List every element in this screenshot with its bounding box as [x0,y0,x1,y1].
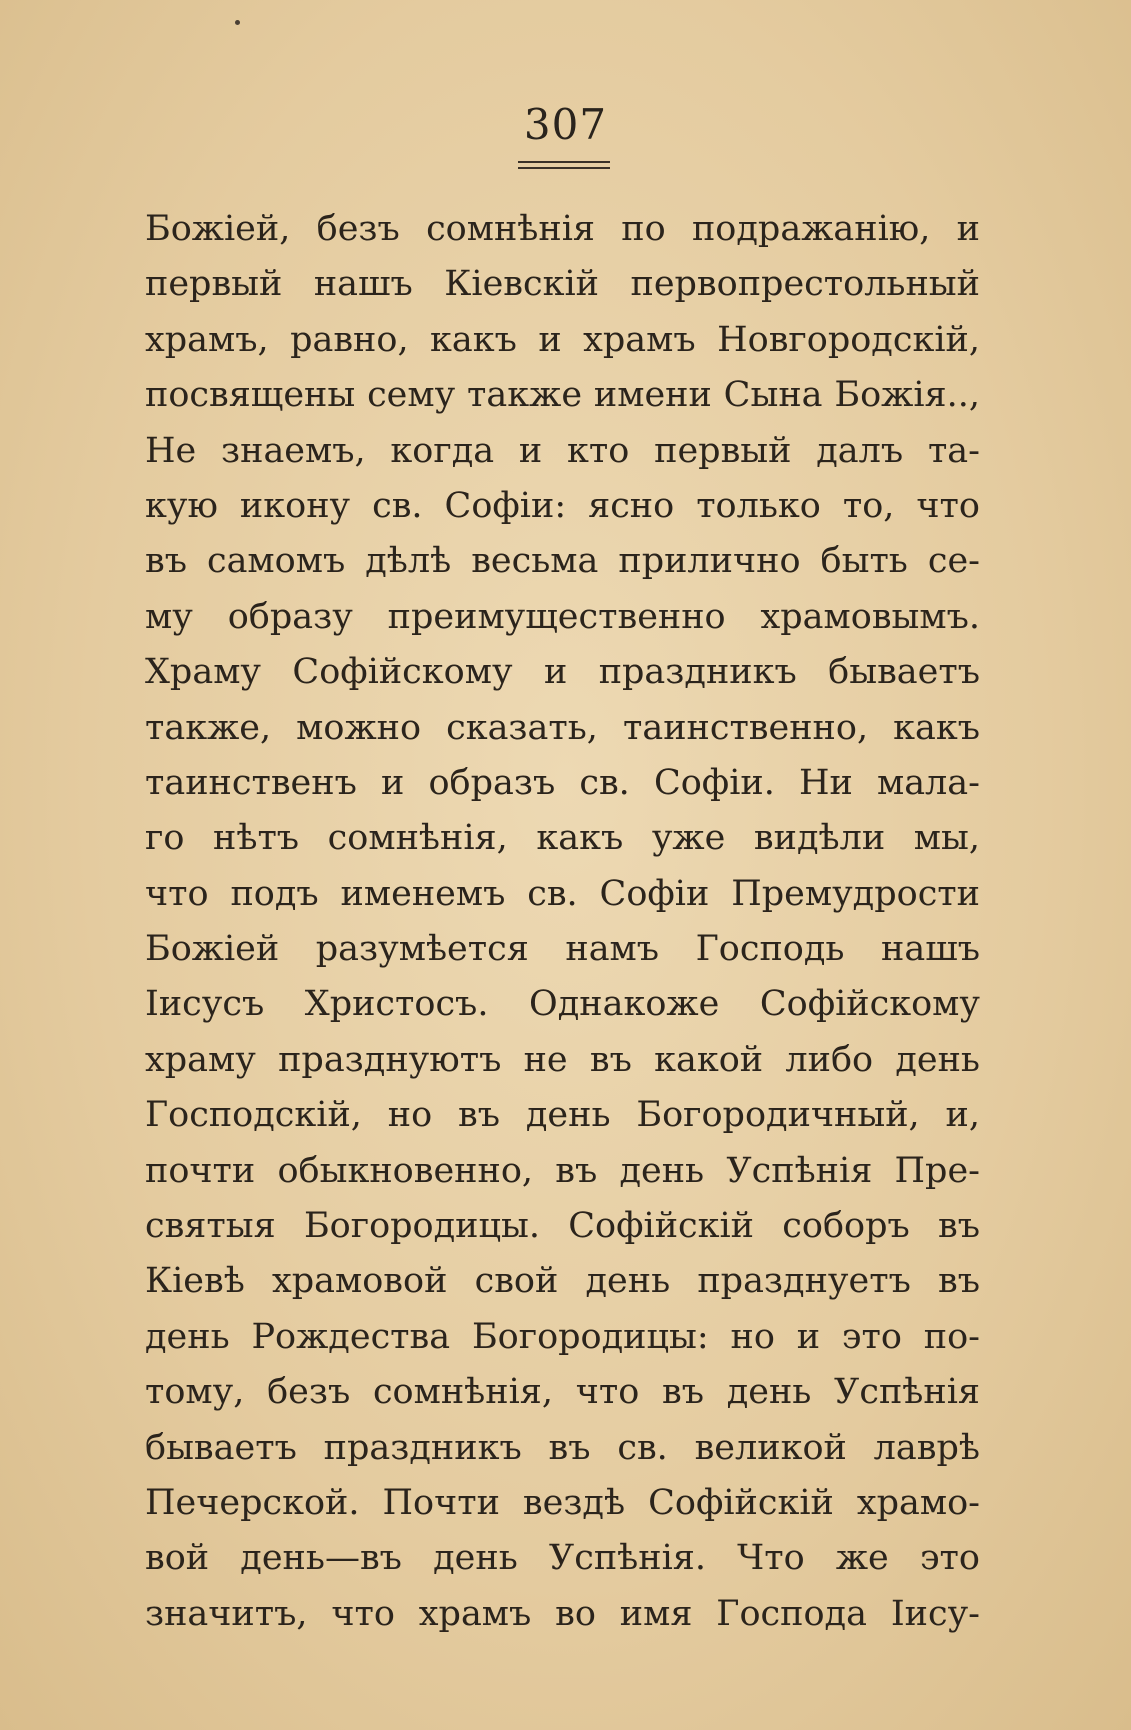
text-line: день Рождества Богородицы: но и это по- [145,1316,980,1357]
text-line: значитъ, что храмъ во имя Господа Іису- [145,1593,980,1634]
page-number-rule-bottom [518,167,610,169]
text-line: тому, безъ сомнѣнія, что въ день Успѣнія [145,1372,980,1413]
text-line: вой день—въ день Успѣнія. Что же это [145,1538,980,1579]
text-line: го нѣтъ сомнѣнія, какъ уже видѣли мы, [145,818,980,859]
text-line: таинственъ и образъ св. Софіи. Ни мала- [145,762,980,803]
text-line: Не знаемъ, когда и кто первый далъ та- [145,430,980,471]
text-line: бываетъ праздникъ въ св. великой лаврѣ [145,1427,980,1468]
body-text [145,202,980,1642]
ink-speck [235,20,240,25]
text-line: Божіей разумѣется намъ Господь нашъ [145,929,980,970]
text-line: Печерской. Почти вездѣ Софійскій храмо- [145,1482,980,1523]
text-line: Іисусъ Христосъ. Однакоже Софійскому [145,984,980,1025]
text-line: что подъ именемъ св. Софіи Премудрости [145,873,980,914]
text-line: Храму Софійскому и праздникъ бываетъ [145,652,980,693]
text-line: почти обыкновенно, въ день Успѣнія Пре- [145,1150,980,1191]
text-line: Кіевѣ храмовой свой день празднуетъ въ [145,1261,980,1302]
text-line: храму празднуютъ не въ какой либо день [145,1039,980,1080]
page-number: 307 [523,100,608,149]
text-line: святыя Богородицы. Софійскій соборъ въ [145,1206,980,1247]
text-line: первый нашъ Кіевскій первопрестольный [145,264,980,305]
text-line: му образу преимущественно храмовымъ. [145,596,980,637]
text-line: Божіей, безъ сомнѣнія по подражанію, и [145,209,980,249]
text-line: храмъ, равно, какъ и храмъ Новгородскій, [145,319,980,360]
text-line: кую икону св. Софіи: ясно только то, что [145,485,980,526]
text-line: посвящены сему также имени Сына Божія.., [145,375,980,416]
text-line: также, можно сказать, таинственно, какъ [145,707,980,748]
text-line: въ самомъ дѣлѣ весьма прилично быть се- [145,541,980,582]
text-line: Господскій, но въ день Богородичный, и, [145,1095,980,1136]
page-number-rule-top [518,161,610,163]
